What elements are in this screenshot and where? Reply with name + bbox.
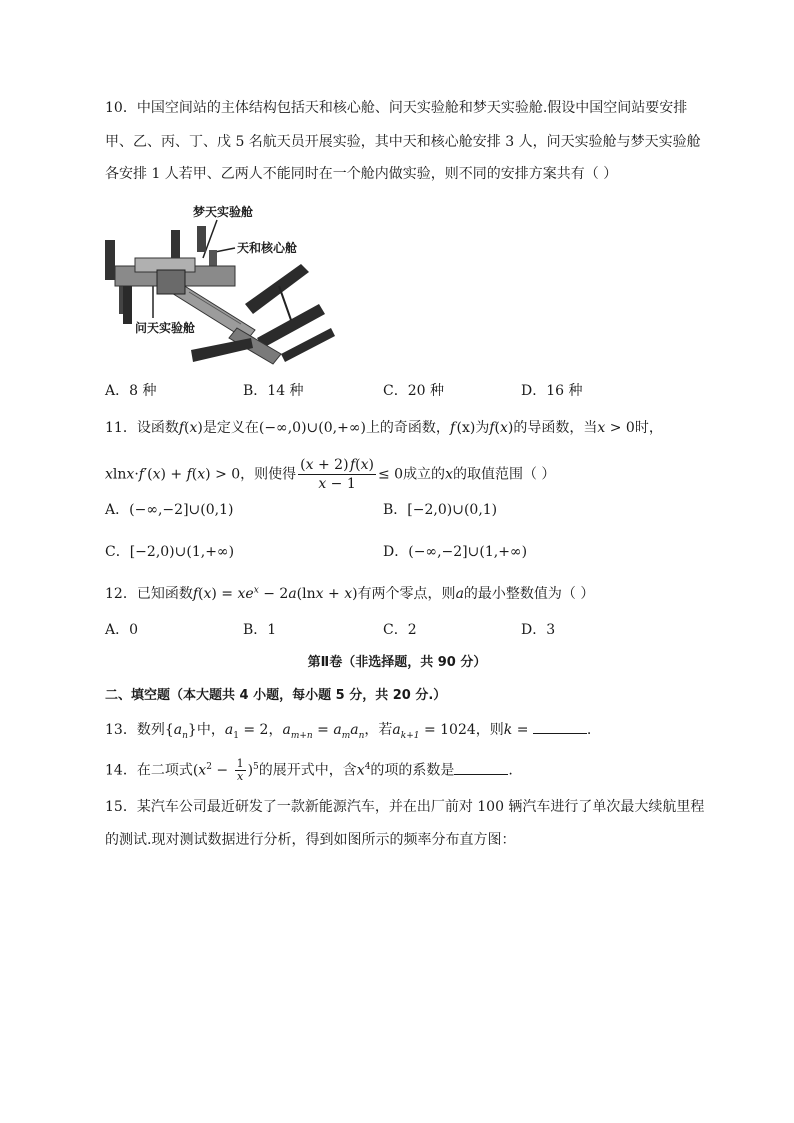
truss [279, 286, 291, 320]
q11-text-2: 是定义在 [202, 420, 259, 436]
section-2-title: 第Ⅱ卷（非选择题，共 90 分） [307, 655, 487, 670]
solar-array-bottom [191, 338, 253, 362]
space-station-figure [105, 200, 335, 372]
solar-array-upper-right [245, 264, 309, 314]
q11-text-8: 成立的 [403, 466, 446, 483]
q12-option-d: D．3 [521, 622, 556, 638]
q14-text-2: 的展开式中，含 [258, 762, 357, 779]
q11-text-3: 上的奇函数， [365, 420, 450, 436]
q14-line: 14．在二项式($x^2$ − $\frac{1}{x}$ )$^5$的展开式中，含$x^4$的项的系数是 . [105, 757, 513, 783]
q11-math-fraction: $\frac{(x + 2) f(x)}{x - 1}$ [300, 457, 374, 492]
label-mengtian: 梦天实验舱 [193, 205, 254, 219]
q11-option-c-label: C． [105, 544, 130, 560]
q14-answer-blank[interactable] [454, 760, 508, 775]
q11-option-a: A．(−∞,−2]∪(0,1) [105, 502, 234, 518]
q13-text-3: ， [268, 722, 283, 738]
q11-math-domain: (−∞,0)∪(0,+∞) [258, 420, 366, 436]
q11-text-7: ，则使得 [240, 466, 297, 483]
q10-line-2: 甲、乙、丙、丁、戊 5 名航天员开展实验，其中天和核心舱安排 3 人，问天实验舱与梦天实验舱 [105, 134, 701, 150]
q15-line-2: 的测试.现对测试数据进行分析，得到如图所示的频率分布直方图： [105, 832, 516, 848]
fill-blank-heading: 二、填空题（本大题共 4 小题，每小题 5 分，共 20 分.） [105, 688, 447, 703]
q11-text-1: 11．设函数 [105, 420, 179, 436]
solar-panel-top-2 [197, 226, 206, 252]
pointer-tianhe [215, 248, 235, 252]
q14-text-1: 14．在二项式 [105, 762, 193, 779]
q11-text-9: 的取值范围（ ） [452, 466, 556, 483]
q12-line-1: 12．已知函数$f(x) = xe^x - 2a(\ln x + x)$有两个零点，则a的最小整数值为（ ） [105, 585, 595, 602]
q11-line-2: xlnx·f′(x) + f(x) > 0，则使得 $\frac{(x + 2) f(x)}{x - 1}$ ≤ 0成立的x的取值范围（ ） [105, 457, 556, 492]
q11-line-1: 11．设函数f(x)是定义在(−∞,0)∪(0,+∞)上的奇函数，f (x)为f(x)的导函数，当x > 0时， [105, 420, 663, 436]
q13-text-5: ，则 [475, 722, 504, 738]
q10-option-a: A．8 种 [105, 383, 157, 399]
q11-option-b: B．[−2,0)∪(0,1) [383, 502, 498, 518]
q12-text-2: 有两个零点，则 [357, 586, 456, 602]
q14-text-3: 的项的系数是 [370, 762, 455, 779]
q12-text-1: 12．已知函数 [105, 586, 193, 602]
q12-option-b: B．1 [243, 622, 277, 638]
q13-text-1: 13．数列 [105, 722, 165, 738]
q12-math-fx: f [192, 586, 199, 602]
q11-text-6: 时， [634, 420, 663, 436]
q13-line: 13．数列$\{a_n\}$中，$a_1 = 2$，$a_{m+n} = a_ma_n$，若$a_{k+1} = 1024$，则k = . [105, 719, 591, 740]
q12-option-a: A．0 [105, 622, 139, 638]
q11-option-a-label: A． [105, 502, 130, 518]
solar-panel-left-1 [105, 240, 115, 280]
q13-text-2: 中， [196, 722, 225, 738]
q10-option-b: B．14 种 [243, 383, 304, 399]
q10-line-3: 各安排 1 人若甲、乙两人不能同时在一个舱内做实验，则不同的安排方案共有（ ） [105, 166, 618, 182]
q11-option-b-label: B． [383, 502, 408, 518]
solar-panel-bottom-left [123, 286, 132, 324]
label-wentian: 问天实验舱 [135, 321, 196, 335]
q14-text-4: . [508, 762, 513, 779]
q11-text-5: 的导函数，当 [513, 420, 598, 436]
q11-math-fx: f [178, 420, 185, 436]
q11-math-condition: x [105, 466, 113, 483]
q12-text-3: 的最小整数值为（ ） [463, 586, 595, 602]
node-cabin [157, 270, 185, 294]
q10-option-c: C．20 种 [383, 383, 444, 399]
q12-option-c: C．2 [383, 622, 417, 638]
q13-text-4: ，若 [364, 722, 393, 738]
q11-option-d-label: D． [383, 544, 409, 560]
q13-answer-blank[interactable] [533, 719, 587, 734]
label-tianhe: 天和核心舱 [237, 241, 298, 255]
q10-option-d: D．16 种 [521, 383, 583, 399]
q11-text-4: 为 [475, 420, 490, 436]
q13-text-6: . [586, 722, 592, 738]
q15-line-1: 15．某汽车公司最近研发了一款新能源汽车，并在出厂前对 100 辆汽车进行了单次最大续航里程 [105, 799, 705, 815]
q11-option-c: C．[−2,0)∪(1,+∞) [105, 544, 235, 560]
q10-line-1: 10．中国空间站的主体结构包括天和核心舱、问天实验舱和梦天实验舱.假设中国空间站要安排 [105, 100, 688, 116]
q11-option-d: D．(−∞,−2]∪(1,+∞) [383, 544, 528, 560]
